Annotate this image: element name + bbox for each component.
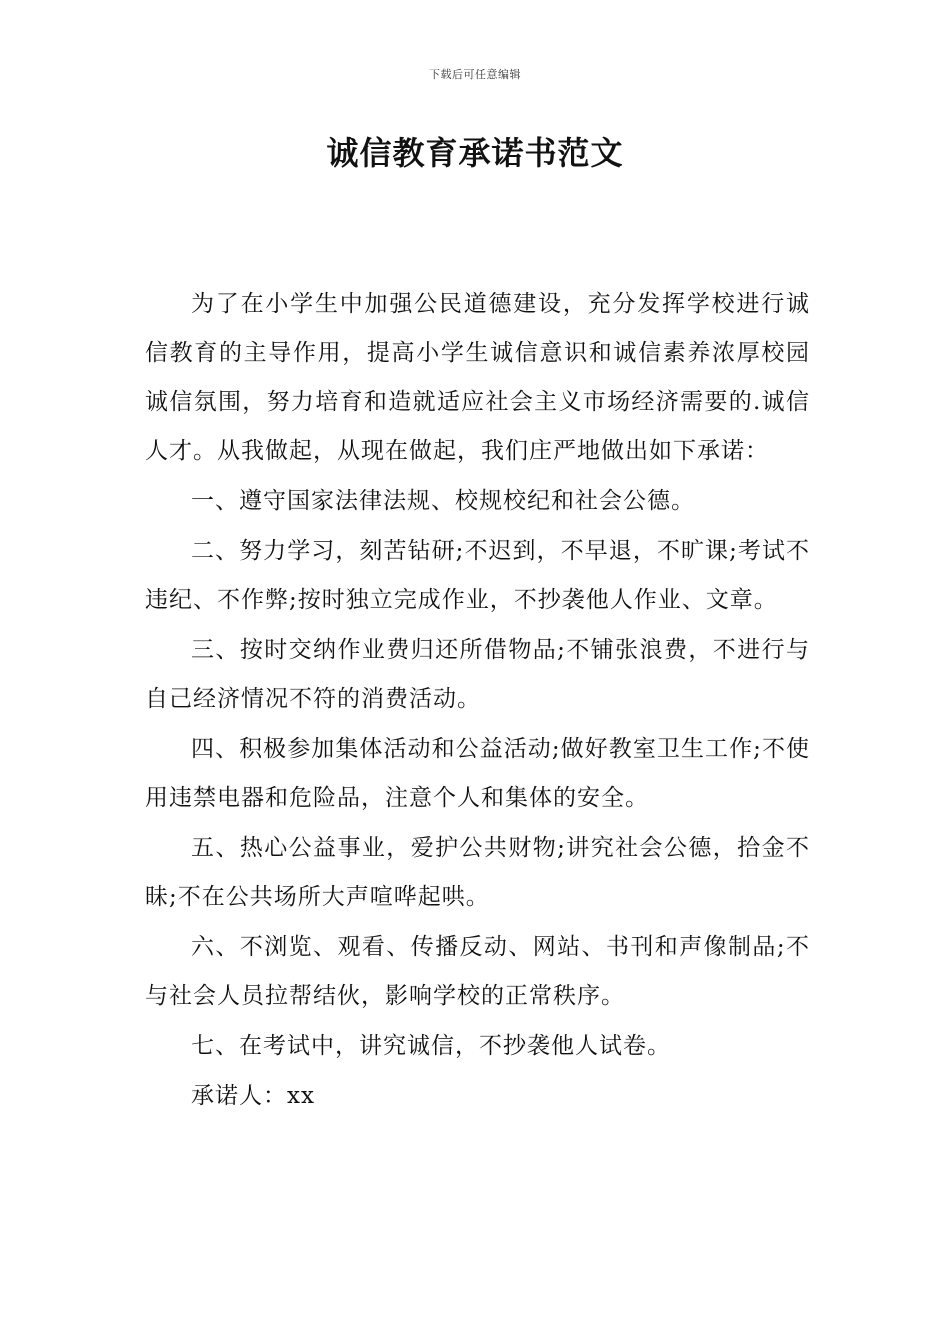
promise-item-1: 一、遵守国家法律法规、校规校纪和社会公德。 (191, 488, 695, 514)
document-body (145, 280, 810, 1122)
promise-item-2: 二、努力学习，刻苦钻研;不迟到，不早退，不旷课;考试不违纪、不作弊;按时独立完成作业，不抄袭他人作业、文章。 (145, 538, 810, 613)
signatory-line: 承诺人：xx (191, 1083, 315, 1109)
promise-item-4: 四、积极参加集体活动和公益活动;做好教室卫生工作;不使用违禁电器和危险品，注意个人和集体的安全。 (145, 736, 810, 811)
promise-item-6: 六、不浏览、观看、传播反动、网站、书刊和声像制品;不与社会人员拉帮结伙，影响学校的正常秩序。 (145, 934, 810, 1009)
intro-paragraph: 为了在小学生中加强公民道德建设，充分发挥学校进行诚信教育的主导作用，提高小学生诚信意识和诚信素养浓厚校园诚信氛围，努力培育和造就适应社会主义市场经济需要的.诚信人才。从我做起，从现在做起，我们庄严地做出如下承诺： (145, 291, 810, 464)
promise-item-7: 七、在考试中，讲究诚信，不抄袭他人试卷。 (191, 1033, 671, 1059)
promise-item-3: 三、按时交纳作业费归还所借物品;不铺张浪费，不进行与自己经济情况不符的消费活动。 (145, 637, 810, 712)
header-note: 下载后可任意编辑 (429, 68, 521, 81)
promise-item-5: 五、热心公益事业，爱护公共财物;讲究社会公德，拾金不昧;不在公共场所大声喧哗起哄。 (145, 835, 810, 910)
document-title: 诚信教育承诺书范文 (326, 134, 624, 172)
